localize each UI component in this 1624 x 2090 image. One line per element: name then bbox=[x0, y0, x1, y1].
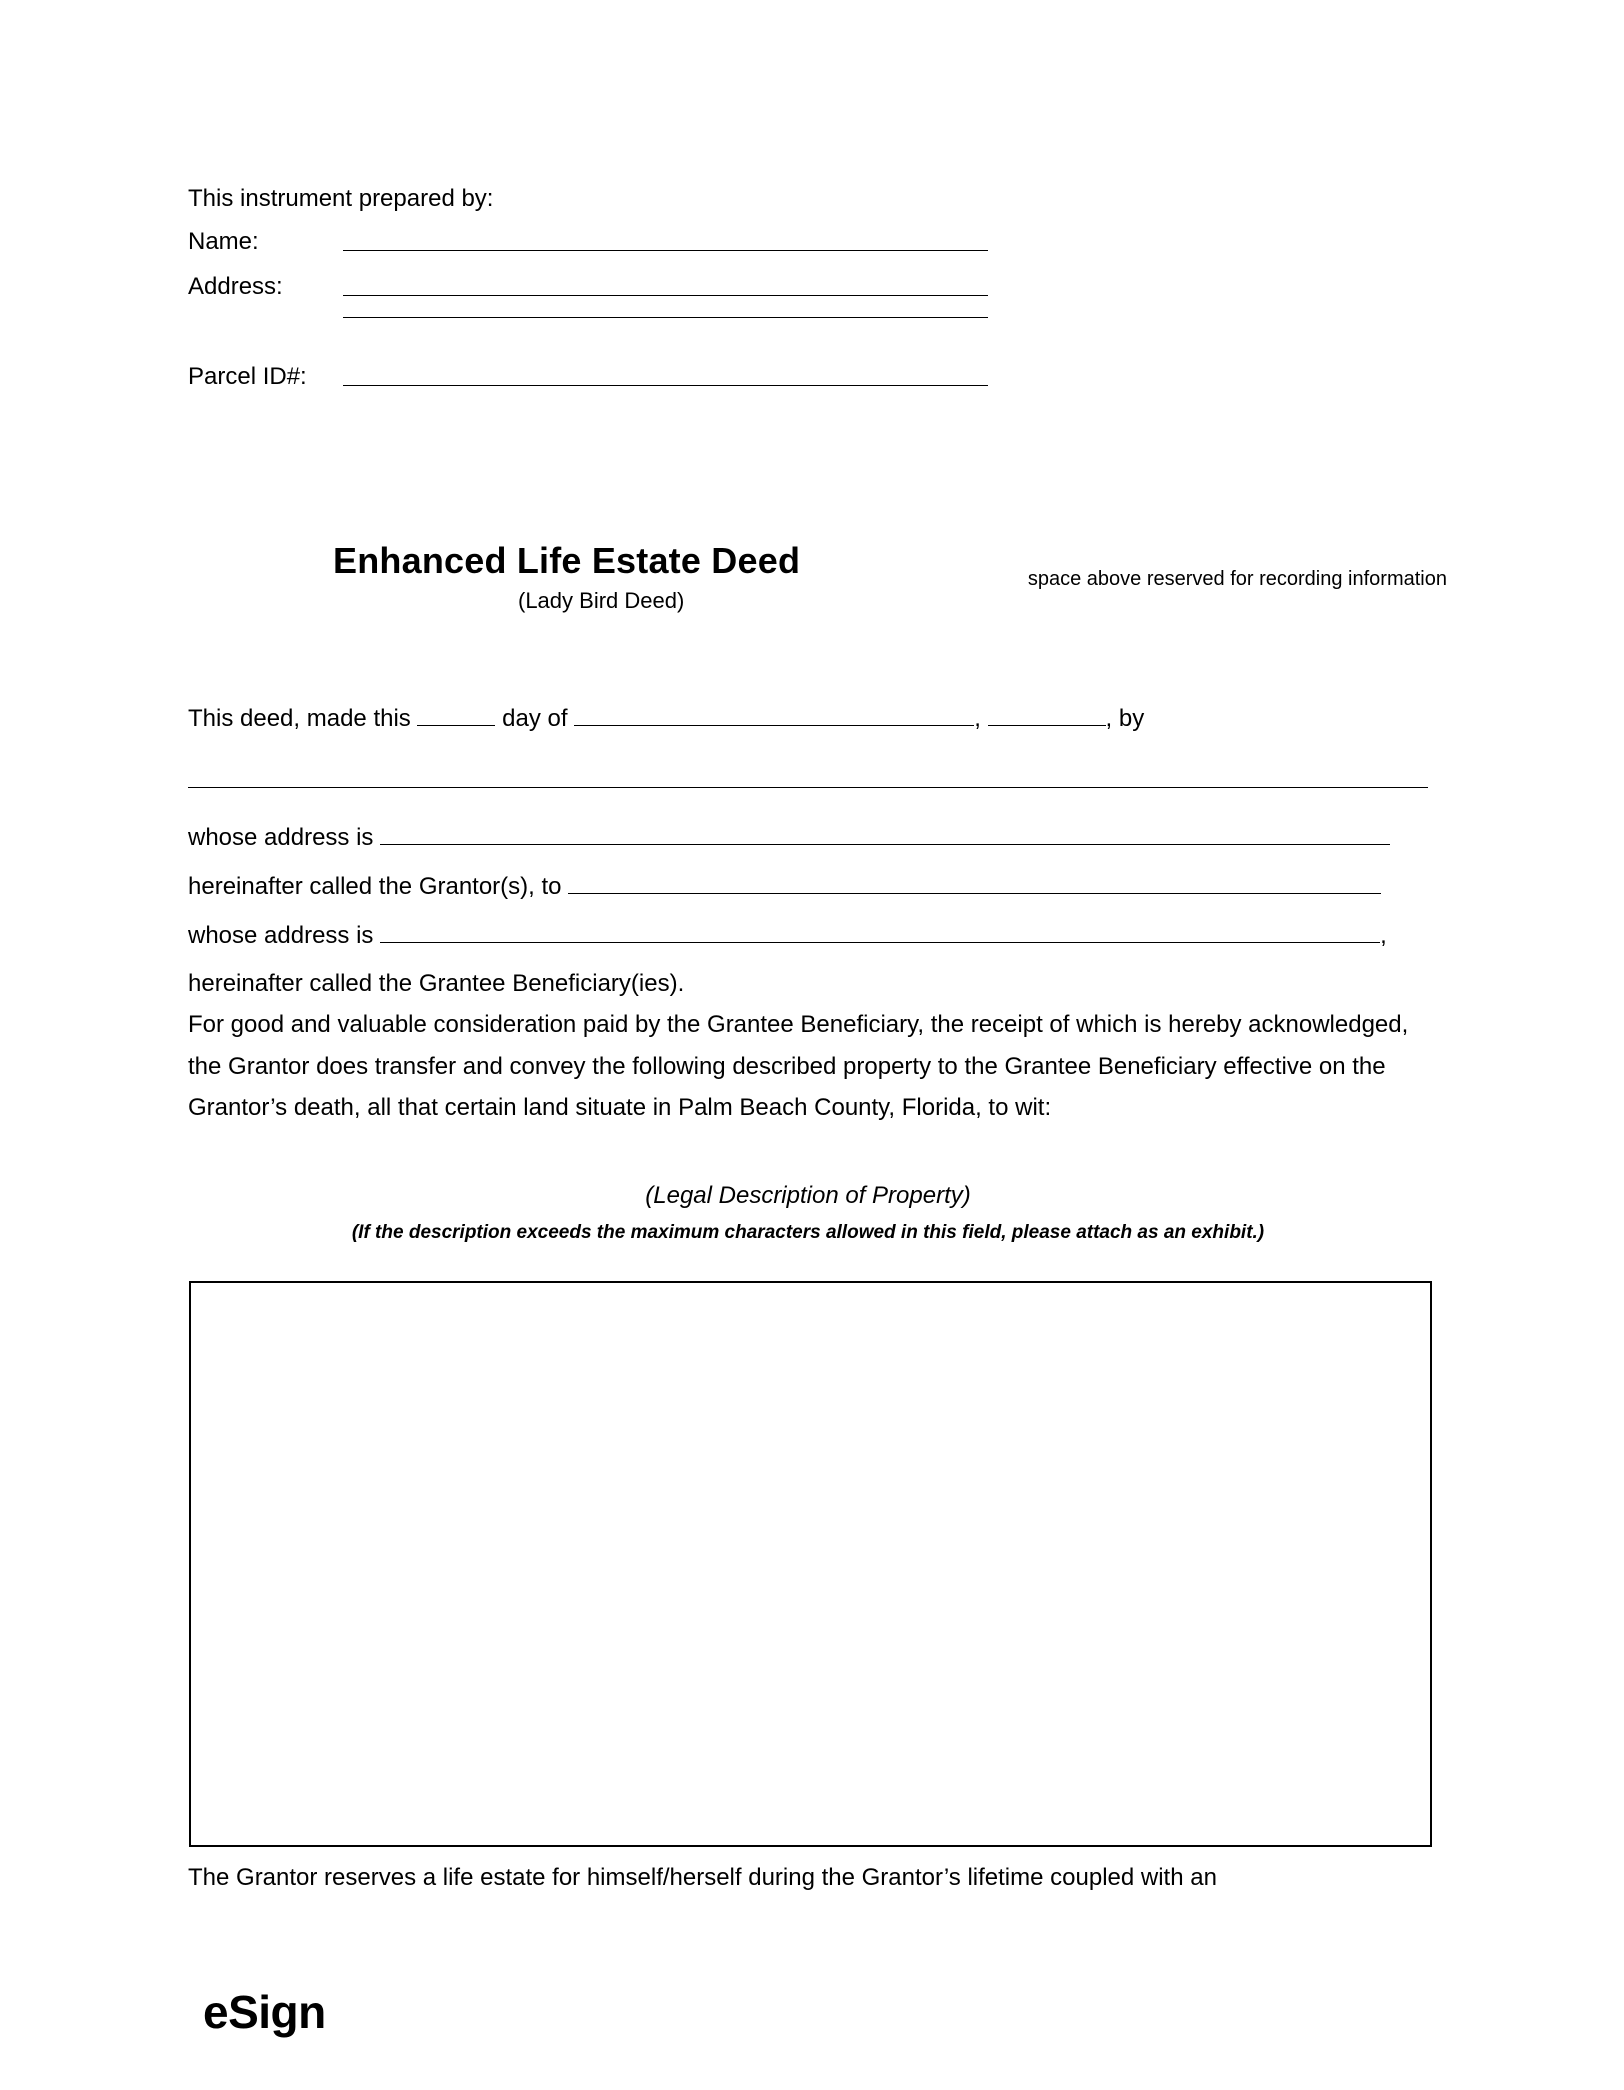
legal-description-note: (If the description exceeds the maximum characters allowed in this field, please attach as an exhibit.) bbox=[351, 1222, 1265, 1243]
deed-intro-by: , by bbox=[1105, 705, 1145, 732]
page-title: Enhanced Life Estate Deed bbox=[333, 540, 801, 581]
grantee-address-row bbox=[188, 917, 1428, 956]
parcel-id-row bbox=[188, 362, 1248, 392]
name-field-row bbox=[188, 227, 1248, 257]
grantee-called-label: hereinafter called the Grantee Beneficiary(ies). bbox=[188, 970, 685, 998]
consideration-paragraph: For good and valuable consideration paid by the Grantee Beneficiary, the receipt of which is hereby acknowledged, the Grantor does transfer and convey the following described property to the Grantee Beneficiary effective on the Grantor’s death, all that certain land situate in Palm Beach County, Florida, to wit: bbox=[188, 1011, 1409, 1121]
recording-space-note: space above reserved for recording information bbox=[1027, 568, 1447, 590]
grantee-address-input[interactable] bbox=[380, 920, 1380, 943]
grantor-called-label: hereinafter called the Grantor(s), to bbox=[188, 872, 562, 900]
deed-intro-day: day of bbox=[502, 705, 568, 732]
name-field-label: Name: bbox=[188, 228, 259, 255]
page-subtitle: (Lady Bird Deed) bbox=[518, 588, 685, 613]
address-field-label: Address: bbox=[188, 273, 283, 300]
legal-description-heading: (Legal Description of Property) bbox=[645, 1182, 971, 1209]
grantee-name-row bbox=[188, 868, 1428, 907]
grantor-name-input[interactable] bbox=[188, 765, 1428, 788]
parcel-id-label: Parcel ID#: bbox=[188, 363, 307, 390]
grantor-address-label: whose address is bbox=[188, 823, 374, 851]
parcel-id-input[interactable] bbox=[343, 385, 988, 386]
grantor-address-input[interactable] bbox=[380, 822, 1390, 845]
deed-day-input[interactable] bbox=[417, 703, 495, 726]
address-field-row-second bbox=[188, 317, 1248, 324]
esign-logo: eSign bbox=[203, 1986, 326, 2038]
prepared-by-label: This instrument prepared by: bbox=[188, 185, 494, 212]
deed-intro-prefix: This deed, made this bbox=[188, 705, 411, 732]
grantor-address-row bbox=[188, 819, 1428, 858]
grantee-address-label: whose address is bbox=[188, 921, 374, 949]
grantee-called-row bbox=[188, 965, 1428, 1004]
address-field-row bbox=[188, 272, 1248, 302]
grantee-address-comma: , bbox=[1380, 921, 1387, 949]
legal-description-textarea[interactable] bbox=[189, 1281, 1432, 1847]
deed-intro-comma: , bbox=[974, 705, 981, 732]
prepared-by-block bbox=[188, 185, 1248, 407]
deed-body bbox=[188, 690, 1428, 1128]
title-block bbox=[188, 540, 1447, 614]
closing-paragraph: The Grantor reserves a life estate for himself/herself during the Grantor’s lifetime coupled with an bbox=[188, 1864, 1217, 1891]
address-field-input-second[interactable] bbox=[343, 317, 988, 318]
name-field-input[interactable] bbox=[343, 250, 988, 251]
address-field-input[interactable] bbox=[343, 295, 988, 296]
grantee-name-input[interactable] bbox=[568, 871, 1381, 894]
grantor-name-row bbox=[188, 759, 1428, 801]
deed-date-line bbox=[188, 700, 1428, 739]
deed-month-input[interactable] bbox=[574, 703, 974, 726]
deed-year-input[interactable] bbox=[988, 703, 1106, 726]
